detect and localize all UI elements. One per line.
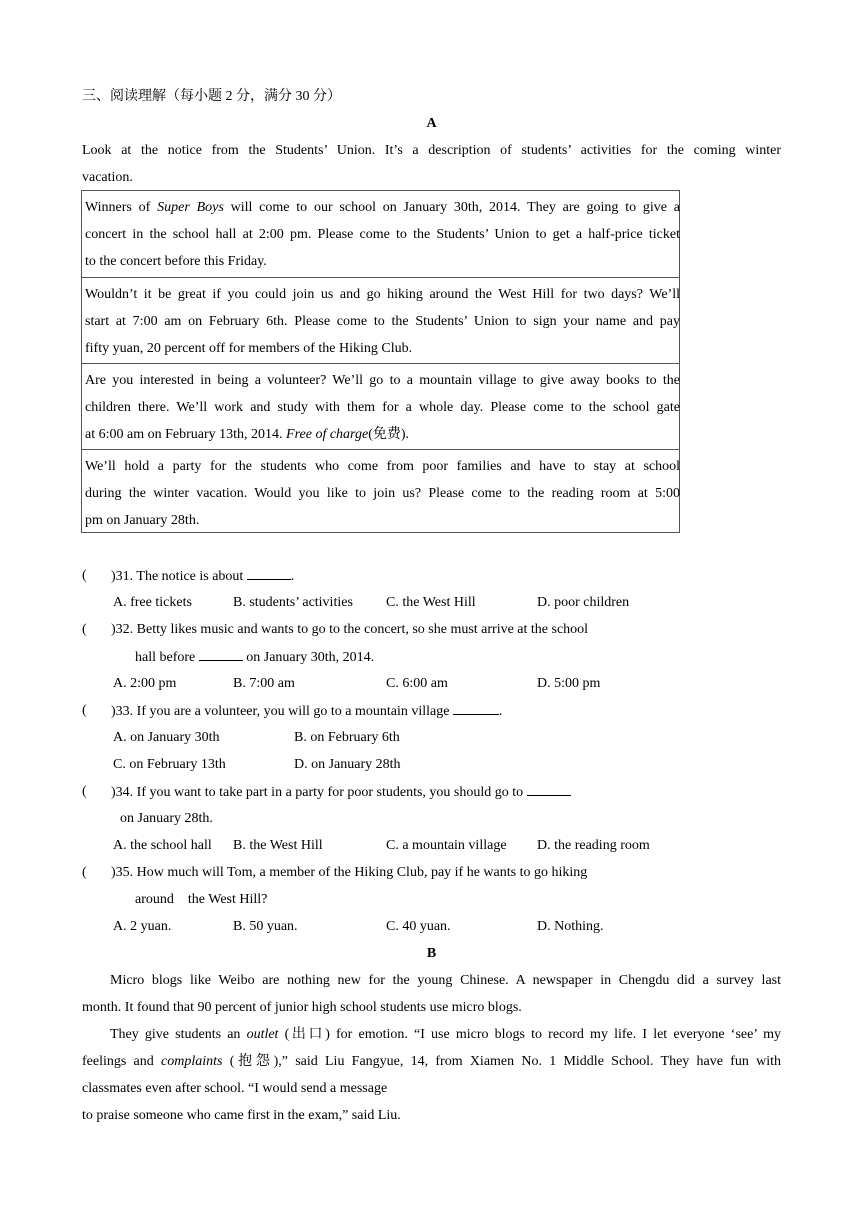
notice-item-hiking: [82, 277, 679, 363]
text: hall before: [135, 650, 199, 665]
answer-blank: [199, 648, 243, 661]
passage-b-label: B: [426, 946, 437, 961]
option: B. 7:00 am: [233, 676, 295, 691]
question-stem: )31. The notice is about: [111, 569, 247, 584]
notice-item-concert: [82, 191, 679, 277]
answer-paren[interactable]: (: [82, 865, 87, 880]
text: .: [498, 704, 503, 719]
emphasis-text: complaints: [161, 1054, 223, 1069]
option: C. on February 13th: [113, 757, 226, 772]
text: at 6:00 am on February 13th, 2014.: [85, 427, 287, 442]
notice-line: concert in the school hall at 2:00 pm. Please come to the Students’ Union to get a half-price ticket: [85, 227, 680, 242]
notice-line: [85, 426, 680, 444]
option: B. on February 6th: [294, 730, 400, 745]
passage-b-paragraph: [110, 1026, 781, 1044]
option: A. 2:00 pm: [113, 676, 177, 691]
notice-line: to the concert before this Friday.: [85, 254, 267, 269]
passage-b-paragraph: month. It found that 90 percent of junior high school students use micro blogs.: [82, 1000, 522, 1015]
text: feelings and: [82, 1054, 162, 1069]
question-34-cont: on January 28th.: [120, 811, 213, 826]
option: D. Nothing.: [537, 919, 604, 934]
notice-line: fifty yuan, 20 percent off for members of the Hiking Club.: [85, 341, 413, 356]
answer-blank: [453, 702, 499, 715]
text: They give students an: [110, 1027, 247, 1042]
text: on January 30th, 2014.: [242, 650, 375, 665]
notice-line: start at 7:00 am on February 6th. Please come to the Students’ Union to sign your name and pay: [85, 314, 680, 329]
question-33: [111, 702, 502, 721]
question-stem: )33. If you are a volunteer, you will go to a mountain village: [111, 704, 453, 719]
answer-paren[interactable]: (: [82, 784, 87, 799]
emphasis-text: outlet: [246, 1027, 279, 1042]
option: A. on January 30th: [113, 730, 220, 745]
question-31: [111, 567, 294, 586]
option: D. 5:00 pm: [537, 676, 601, 691]
passage-a-label: A: [426, 116, 437, 131]
option: B. the West Hill: [233, 838, 323, 853]
section-heading: 三、阅读理解（每小题 2 分，满分 30 分）: [82, 89, 341, 104]
notice-item-volunteer: [82, 363, 679, 449]
question-32: )32. Betty likes music and wants to go to the concert, so she must arrive at the school: [111, 622, 589, 637]
passage-b-paragraph: classmates even after school. “I would send a message: [82, 1081, 388, 1096]
answer-paren[interactable]: (: [82, 703, 87, 718]
question-35-cont: around the West Hill?: [135, 892, 268, 907]
option: D. the reading room: [537, 838, 650, 853]
option: A. 2 yuan.: [113, 919, 172, 934]
text: (出口) for emotion. “I use micro blogs to record my life. I let everyone ‘see’ my: [278, 1027, 781, 1042]
notice-table: [81, 190, 680, 533]
notice-line: during the winter vacation. Would you like to join us? Please come to the reading room at 5:00: [85, 486, 680, 501]
notice-line: pm on January 28th.: [85, 513, 200, 528]
text: (抱怨),” said Liu Fangyue, 14, from Xiamen No. 1 Middle School. They have fun with: [222, 1054, 781, 1069]
text: will come to our school on January 30th, 2014. They are going to give a: [223, 200, 680, 215]
notice-line: We’ll hold a party for the students who come from poor families and have to stay at school: [85, 459, 680, 474]
notice-line: children there. We’ll work and study with them for a whole day. Please come to the school gate: [85, 400, 680, 415]
answer-blank: [247, 567, 291, 580]
question-35: )35. How much will Tom, a member of the Hiking Club, pay if he wants to go hiking: [111, 865, 588, 880]
question-stem: )34. If you want to take part in a party for poor students, you should go to: [111, 785, 527, 800]
option: B. 50 yuan.: [233, 919, 298, 934]
option: B. students’ activities: [233, 595, 353, 610]
option: C. 40 yuan.: [386, 919, 451, 934]
option: A. free tickets: [113, 595, 192, 610]
emphasis-text: Free of charge: [286, 427, 369, 442]
text: .: [290, 569, 295, 584]
answer-blank: [527, 783, 571, 796]
notice-line: Are you interested in being a volunteer? We’ll go to a mountain village to give away books to the: [85, 373, 680, 388]
answer-paren[interactable]: (: [82, 568, 87, 583]
option: A. the school hall: [113, 838, 212, 853]
option: D. poor children: [537, 595, 630, 610]
option: C. 6:00 am: [386, 676, 448, 691]
option: C. the West Hill: [386, 595, 476, 610]
passage-b-paragraph: to praise someone who came first in the exam,” said Liu.: [82, 1108, 401, 1123]
passage-b-paragraph: [82, 1053, 781, 1071]
emphasis-text: Super Boys: [157, 200, 224, 215]
option: D. on January 28th: [294, 757, 401, 772]
passage-b-paragraph: Micro blogs like Weibo are nothing new for the young Chinese. A newspaper in Chengdu did a survey last: [110, 973, 781, 988]
passage-a-intro: Look at the notice from the Students’ Union. It’s a description of students’ activities for the coming winter: [82, 143, 781, 158]
passage-a-intro-cont: vacation.: [82, 170, 133, 185]
notice-line: [85, 199, 680, 217]
option: C. a mountain village: [386, 838, 507, 853]
notice-line: Wouldn’t it be great if you could join us and go hiking around the West Hill for two days? We’ll: [85, 287, 680, 302]
text: (免费).: [368, 427, 410, 442]
text: Winners of: [85, 200, 158, 215]
question-34: [111, 783, 571, 802]
question-32-cont: [135, 648, 374, 667]
answer-paren[interactable]: (: [82, 622, 87, 637]
notice-item-party: [82, 449, 679, 533]
